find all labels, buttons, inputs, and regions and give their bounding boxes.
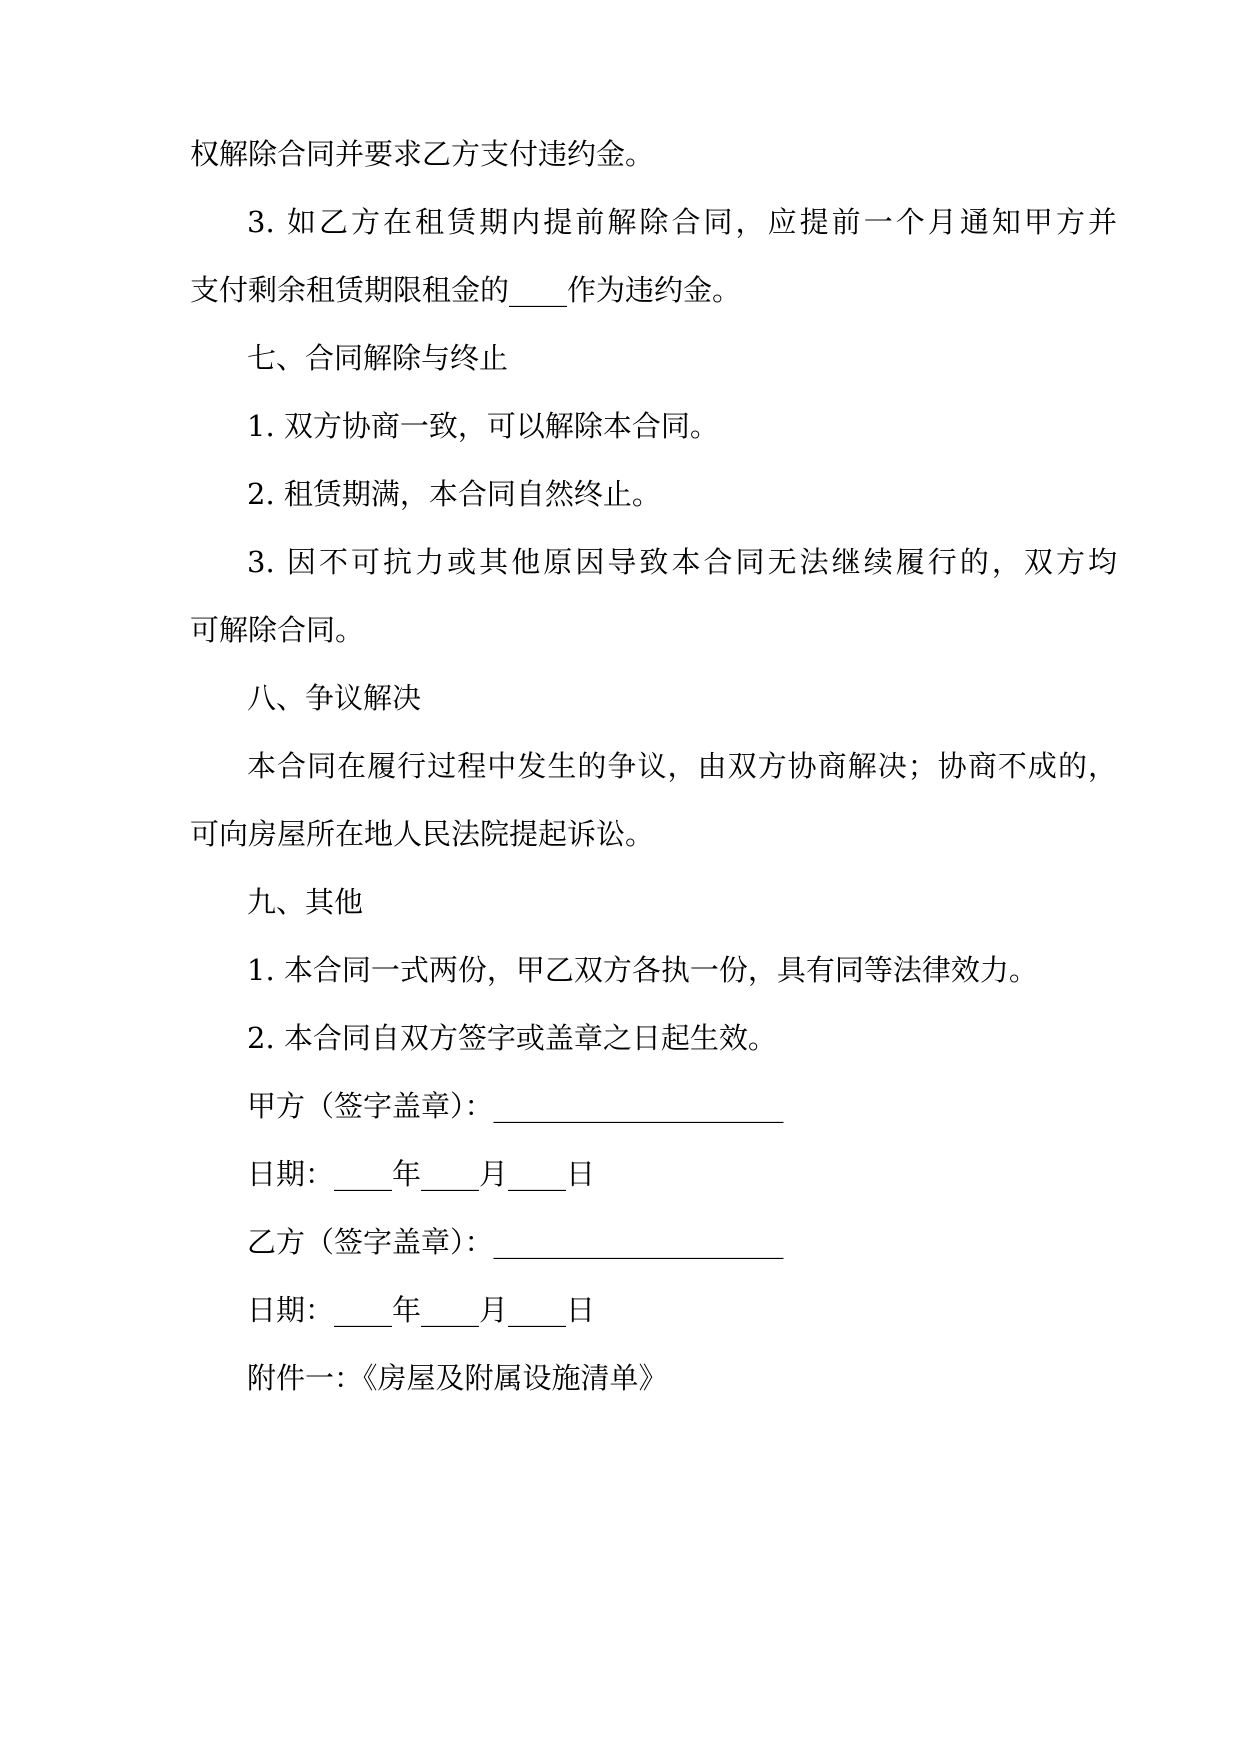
party-b-signature-line: 乙方（签字盖章）：____________________ xyxy=(247,1225,784,1259)
text-line-1: 权解除合同并要求乙方支付违约金。 xyxy=(190,137,655,171)
party-a-date-line: 日期：____年____月____日 xyxy=(247,1157,596,1191)
text-line-6: 2. 租赁期满，本合同自然终止。 xyxy=(247,477,661,511)
section-heading-7: 七、合同解除与终止 xyxy=(247,341,509,375)
section-heading-8: 八、争议解决 xyxy=(247,681,422,715)
text-line-7: 3. 因不可抗力或其他原因导致本合同无法继续履行的，双方均 xyxy=(247,545,1117,579)
text-line-5: 1. 双方协商一致，可以解除本合同。 xyxy=(247,409,719,443)
text-line-11: 可向房屋所在地人民法院提起诉讼。 xyxy=(190,817,655,851)
text-line-10: 本合同在履行过程中发生的争议，由双方协商解决；协商不成的， xyxy=(247,749,1117,783)
text-line-14: 2. 本合同自双方签字或盖章之日起生效。 xyxy=(247,1021,777,1055)
text-line-13: 1. 本合同一式两份，甲乙双方各执一份，具有同等法律效力。 xyxy=(247,953,1038,987)
section-heading-9: 九、其他 xyxy=(247,885,364,919)
attachment-line: 附件一：《房屋及附属设施清单》 xyxy=(247,1361,668,1395)
text-line-2: 3. 如乙方在租赁期内提前解除合同，应提前一个月通知甲方并 xyxy=(247,205,1117,239)
party-a-signature-line: 甲方（签字盖章）：____________________ xyxy=(247,1089,784,1123)
text-line-8: 可解除合同。 xyxy=(190,613,365,647)
text-line-3: 支付剩余租赁期限租金的____作为违约金。 xyxy=(190,273,742,307)
party-b-date-line: 日期：____年____月____日 xyxy=(247,1293,596,1327)
